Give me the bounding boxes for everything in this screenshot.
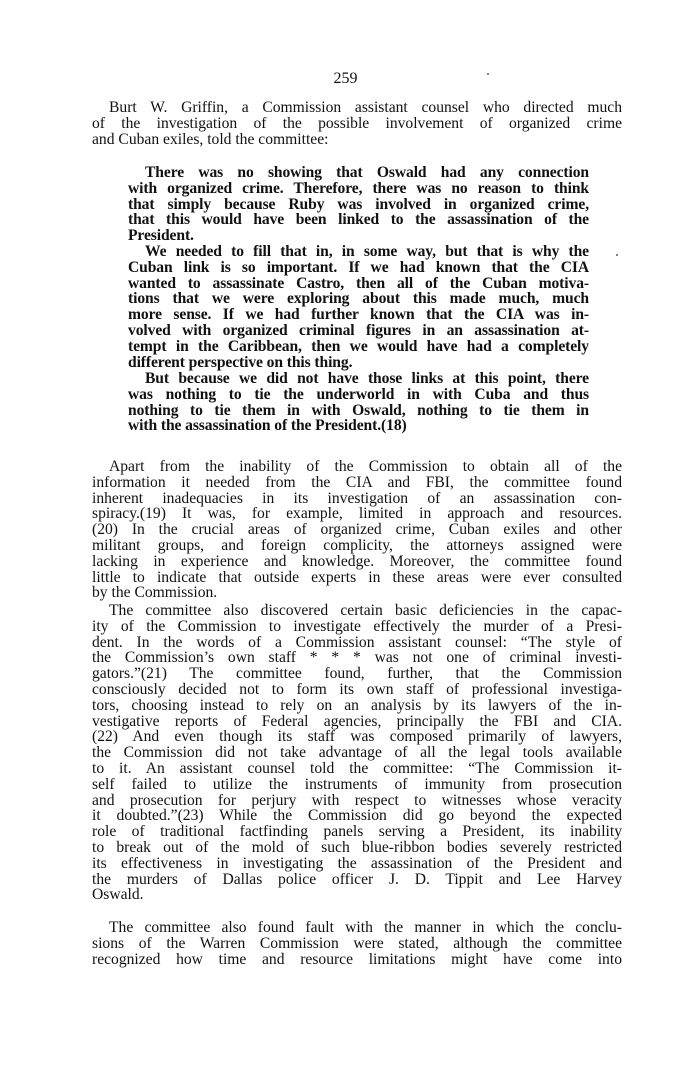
text-line: dent. In the words of a Commission assistant counsel: “The style of bbox=[92, 633, 622, 651]
text-line: with the assassination of the President.(18) bbox=[128, 417, 407, 435]
text-line: tors, choosing instead to rely on an analysis by its lawyers of the in- bbox=[92, 696, 622, 714]
body-paragraph bbox=[92, 920, 622, 967]
text-line: inherent inadequacies in its investigation of an assassination con- bbox=[92, 489, 622, 507]
text-line: with organized crime. Therefore, there was no reason to think bbox=[128, 179, 589, 197]
text-line: the Commission did not take advantage of all the legal tools available bbox=[92, 744, 622, 762]
text-line: Cuban link is so important. If we had known that the CIA bbox=[128, 258, 589, 276]
text-line: We needed to fill that in, in some way, but that is why the bbox=[145, 243, 589, 260]
text-line: Burt W. Griffin, a Commission assistant counsel who directed much bbox=[109, 99, 622, 116]
text-line: recognized how time and resource limitations might have come into bbox=[92, 950, 622, 968]
text-line: that simply because Ruby was involved in organized crime, bbox=[128, 195, 589, 213]
text-line: and prosecution for perjury with respect to witnesses whose veracity bbox=[92, 791, 622, 809]
block-quote-paragraph bbox=[128, 371, 589, 434]
text-line: wanted to assassinate Castro, then all of the Cuban motiva- bbox=[128, 274, 589, 292]
text-line: to break out of the mold of such blue-ribbon bodies severely restricted bbox=[92, 838, 622, 856]
text-line: volved with organized criminal figures in an assassination at- bbox=[128, 321, 589, 339]
text-line: that this would have been linked to the assassination of the bbox=[128, 211, 589, 229]
text-line: and Cuban exiles, told the committee: bbox=[92, 130, 329, 148]
text-line: nothing to tie them in with Oswald, nothing to tie them in bbox=[128, 401, 589, 419]
text-line: ity of the Commission to investigate effectively the murder of a Presi- bbox=[92, 617, 622, 635]
text-line: President. bbox=[128, 227, 194, 245]
text-line: by the Commission. bbox=[92, 584, 218, 602]
text-line: vestigative reports of Federal agencies, principally the FBI and CIA. bbox=[92, 712, 622, 730]
text-line: tempt in the Caribbean, then we would have had a completely bbox=[128, 337, 589, 355]
text-line: more sense. If we had further known that the CIA was in- bbox=[128, 306, 589, 324]
text-line: There was no showing that Oswald had any connection bbox=[145, 164, 589, 181]
text-line: role of traditional factfinding panels serving a President, its inability bbox=[92, 823, 622, 841]
body-paragraph bbox=[92, 459, 622, 601]
text-line: the murders of Dallas police officer J. D. Tippit and Lee Harvey bbox=[92, 870, 622, 888]
scan-speck bbox=[616, 254, 618, 256]
block-quote-paragraph bbox=[128, 244, 589, 370]
text-line: But because we did not have those links at this point, there bbox=[145, 370, 589, 387]
text-line: was nothing to tie the underworld in with Cuba and thus bbox=[128, 385, 589, 403]
text-line: it doubted.”(23) While the Commission did go beyond the expected bbox=[92, 807, 622, 825]
text-line: sions of the Warren Commission were stated, although the committee bbox=[92, 934, 622, 952]
text-line: of the investigation of the possible involvement of organized crime bbox=[92, 114, 622, 132]
text-line: its effectiveness in investigating the assassination of the President and bbox=[92, 854, 622, 872]
text-line: lacking in experience and knowledge. Moreover, the committee found bbox=[92, 552, 622, 570]
text-line: The committee also discovered certain basic deficiencies in the capac- bbox=[109, 602, 622, 619]
text-line: gators.”(21) The committee found, further, that the Commission bbox=[92, 665, 622, 683]
text-line: the Commission’s own staff * * * was not one of criminal investi- bbox=[92, 649, 622, 667]
text-line: spiracy.(19) It was, for example, limited in approach and resources. bbox=[92, 505, 622, 523]
scan-speck bbox=[487, 73, 489, 75]
body-paragraph bbox=[92, 603, 622, 903]
text-line: information it needed from the CIA and FBI, the committee found bbox=[92, 473, 622, 491]
text-line: little to indicate that outside experts in these areas were ever consulted bbox=[92, 568, 622, 586]
text-line: different perspective on this thing. bbox=[128, 353, 353, 371]
page-number: 259 bbox=[333, 70, 358, 87]
body-paragraph bbox=[92, 100, 622, 147]
text-line: consciously decided not to form its own staff of professional investiga- bbox=[92, 680, 622, 698]
text-line: tions that we were exploring about this made much, much bbox=[128, 290, 589, 308]
text-line: Oswald. bbox=[92, 886, 144, 904]
text-line: (20) In the crucial areas of organized crime, Cuban exiles and other bbox=[92, 521, 622, 539]
text-line: militant groups, and foreign complicity, the attorneys assigned were bbox=[92, 536, 622, 554]
text-line: Apart from the inability of the Commission to obtain all of the bbox=[109, 458, 622, 475]
text-line: to it. An assistant counsel told the committee: “The Commission it- bbox=[92, 759, 622, 777]
text-line: self failed to utilize the instruments of immunity from prosecution bbox=[92, 775, 622, 793]
block-quote-paragraph bbox=[128, 165, 589, 244]
text-line: (22) And even though its staff was composed primarily of lawyers, bbox=[92, 728, 622, 746]
text-line: The committee also found fault with the manner in which the conclu- bbox=[109, 919, 622, 936]
